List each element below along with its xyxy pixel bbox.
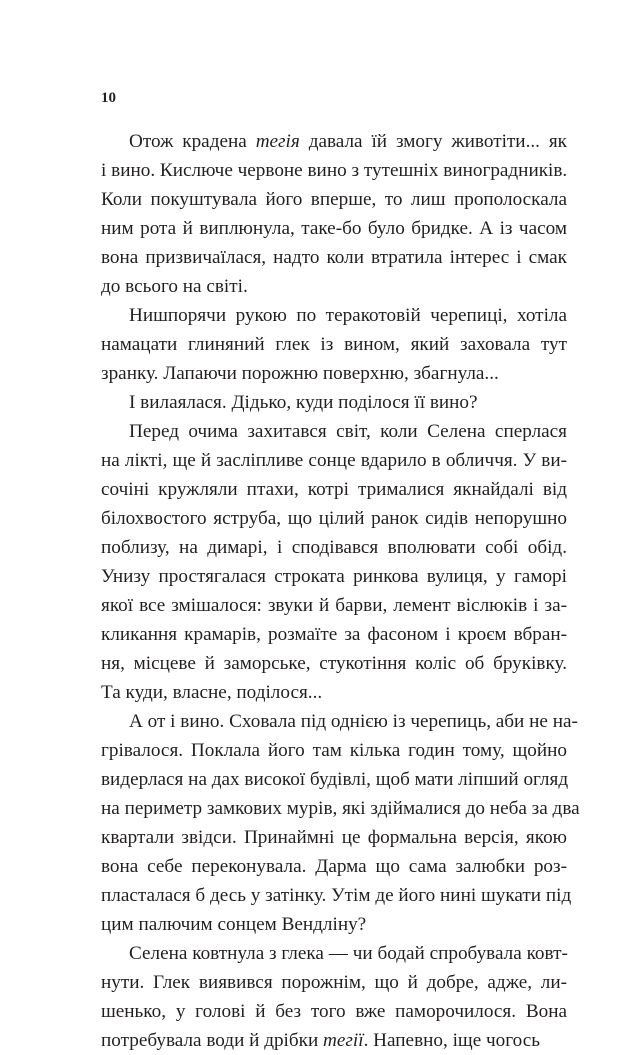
text-line: Отож крадена тегія давала їй змогу животіти... як xyxy=(129,131,568,152)
text-line: грівалося. Поклала його там кілька годин тому, щойно xyxy=(101,740,567,761)
paragraph xyxy=(101,301,567,388)
page-number: 10 xyxy=(101,90,116,106)
text-line: квартали звідси. Принаймні це формальна версія, якою xyxy=(101,827,567,848)
italic-term: тегії xyxy=(323,1030,364,1051)
text-line: видерлася на дах високої будівлі, щоб мати ліпший огляд xyxy=(101,769,569,790)
text-line: намацати глиняний глек із вином, який заховала тут xyxy=(101,334,567,355)
text-line: і вино. Кислюче червоне вино з тутешніх виноградників. xyxy=(101,160,568,181)
paragraph xyxy=(101,417,567,707)
body-text xyxy=(101,127,580,1055)
text-line: ня, місцеве й заморське, стукотіння коліс об бруківку. xyxy=(101,653,567,674)
paragraph xyxy=(101,707,580,939)
text-line: І вилаялася. Дідько, куди поділося її вино? xyxy=(129,392,478,413)
text-line: цим палючим сонцем Вендліну? xyxy=(101,914,367,935)
text-line: Нишпорячи рукою по теракотовій черепиці, хотіла xyxy=(129,305,567,326)
paragraph xyxy=(101,127,567,301)
text-line: вона себе переконувала. Дарма що сама залюбки роз- xyxy=(101,856,567,877)
paragraph xyxy=(101,939,567,1055)
text-line: на лікті, ще й засліпливе сонце вдарило в обличчя. У ви- xyxy=(101,450,567,471)
paragraph xyxy=(101,388,567,417)
text-line: Унизу простягалася строката ринкова вулиця, у гаморі xyxy=(101,566,567,587)
text-line: на периметр замкових мурів, які здіймалися до неба за два xyxy=(101,798,580,819)
text-line: якої все змішалося: звуки й барви, лемент віслюків і за- xyxy=(101,595,567,616)
text-line: нути. Глек виявився порожнім, що й добре, адже, ли- xyxy=(101,972,567,993)
text-line: вона призвичаїлася, надто коли втратила інтерес і смак xyxy=(101,247,567,268)
text-line: потребувала води й дрібки тегії. Напевно, іще чогось xyxy=(101,1030,540,1051)
text-line: білохвостого яструба, що цілий ранок сидів непорушно xyxy=(101,508,567,529)
text-line: шенько, у голові й без того вже паморочилося. Вона xyxy=(101,1001,567,1022)
italic-term: тегія xyxy=(255,131,300,152)
text-line: А от і вино. Сховала під однією із черепиць, аби не на- xyxy=(129,711,578,732)
text-line: поблизу, на димарі, і сподівався вполювати собі обід. xyxy=(101,537,567,558)
text-line: кликання крамарів, розмаїте за фасоном і кроєм вбран- xyxy=(101,624,567,645)
text-line: Та куди, власне, поділося... xyxy=(101,682,323,703)
text-line: Перед очима захитався світ, коли Селена сперлася xyxy=(129,421,567,442)
text-line: до всього на світі. xyxy=(101,276,248,297)
text-line: ним рота й виплюнула, таке-бо було бридке. А із часом xyxy=(101,218,567,239)
text-line: Коли покуштувала його вперше, то лиш прополоскала xyxy=(101,189,567,210)
text-line: сочіні кружляли птахи, котрі трималися якнайдалі від xyxy=(101,479,567,500)
text-line: Селена ковтнула з глека — чи бодай спробувала ковт- xyxy=(129,943,568,964)
text-line: зранку. Лапаючи порожню поверхню, збагнула... xyxy=(101,363,499,384)
text-line: пласталася б десь у затінку. Утім де його нині шукати під xyxy=(101,885,572,906)
